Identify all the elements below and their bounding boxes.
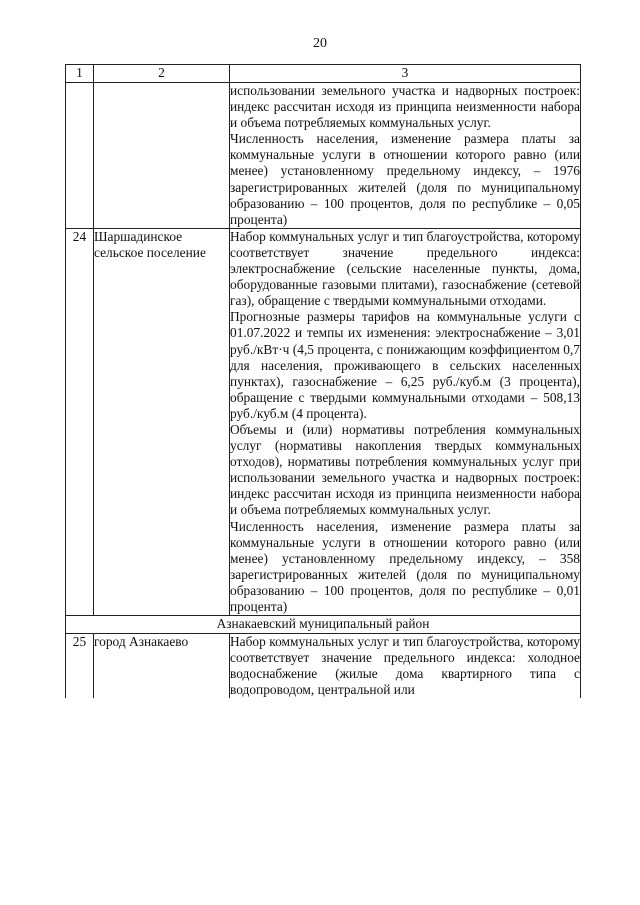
row-description [230, 634, 581, 699]
row-description [230, 228, 581, 615]
description-paragraph: Набор коммунальных услуг и тип благоустройства, которому соответствует значение предельного индекса: электроснабжение (сельские населенные пункты, дома, оборудованные газовыми плитами), газоснабжение (сетевой газ), обращение с твердыми коммунальными отходами. [230, 228, 580, 309]
description-paragraph: Набор коммунальных услуг и тип благоустройства, которому соответствует значение предельного индекса: холодное водоснабжение (жилые дома квартирного типа с водопроводом, центральной или [230, 634, 580, 698]
section-title: Азнакаевский муниципальный район [66, 616, 581, 634]
header-col-2: 2 [94, 65, 230, 83]
row-number [66, 83, 94, 229]
description-paragraph: Прогнозные размеры тарифов на коммунальные услуги с 01.07.2022 и темпы их изменения: электроснабжение – 3,01 руб./кВт·ч (4,5 процента, с понижающим коэффициентом 0,7 для населения, проживающего в сельских населенных пунктах), газоснабжение – 6,25 руб./куб.м (3 процента), обращение с твердыми коммунальными отходами – 508,13 руб./куб.м (4 процента). [230, 309, 580, 421]
row-description [230, 83, 581, 229]
page-number: 20 [313, 36, 327, 51]
table-header-row [66, 65, 581, 83]
description-paragraph: использовании земельного участка и надворных построек: индекс рассчитан исходя из принципа неизменности набора и объема потребляемых коммунальных услуг. [230, 83, 580, 131]
tariff-table [65, 64, 581, 698]
settlement-name: город Азнакаево [94, 634, 230, 699]
settlement-name: Шаршадинское сельское поселение [94, 228, 230, 615]
section-row [66, 616, 581, 634]
row-number: 25 [66, 634, 94, 699]
table-row [66, 634, 581, 699]
header-col-1: 1 [66, 65, 94, 83]
description-paragraph: Численность населения, изменение размера платы за коммунальные услуги в отношении которого равно (или менее) установленному предельному индексу, – 358 зарегистрированных жителей (доля по муниципальному образованию – 100 процентов, доля по республике – 0,01 процента) [230, 518, 580, 614]
row-number: 24 [66, 228, 94, 615]
description-paragraph: Объемы и (или) нормативы потребления коммунальных услуг (нормативы накопления твердых коммунальных отходов), нормативы потребления коммунальных услуг при использовании земельного участка и надворных построек: индекс рассчитан исходя из принципа неизменности набора и объема потребляемых коммунальных услуг. [230, 421, 580, 518]
description-paragraph: Численность населения, изменение размера платы за коммунальные услуги в отношении которого равно (или менее) установленному предельному индексу, – 1976 зарегистрированных жителей (доля по муниципальному образованию – 100 процентов, доля по республике – 0,05 процента) [230, 131, 580, 227]
settlement-name [94, 83, 230, 229]
header-col-3: 3 [230, 65, 581, 83]
table-row [66, 83, 581, 229]
table-row [66, 228, 581, 615]
